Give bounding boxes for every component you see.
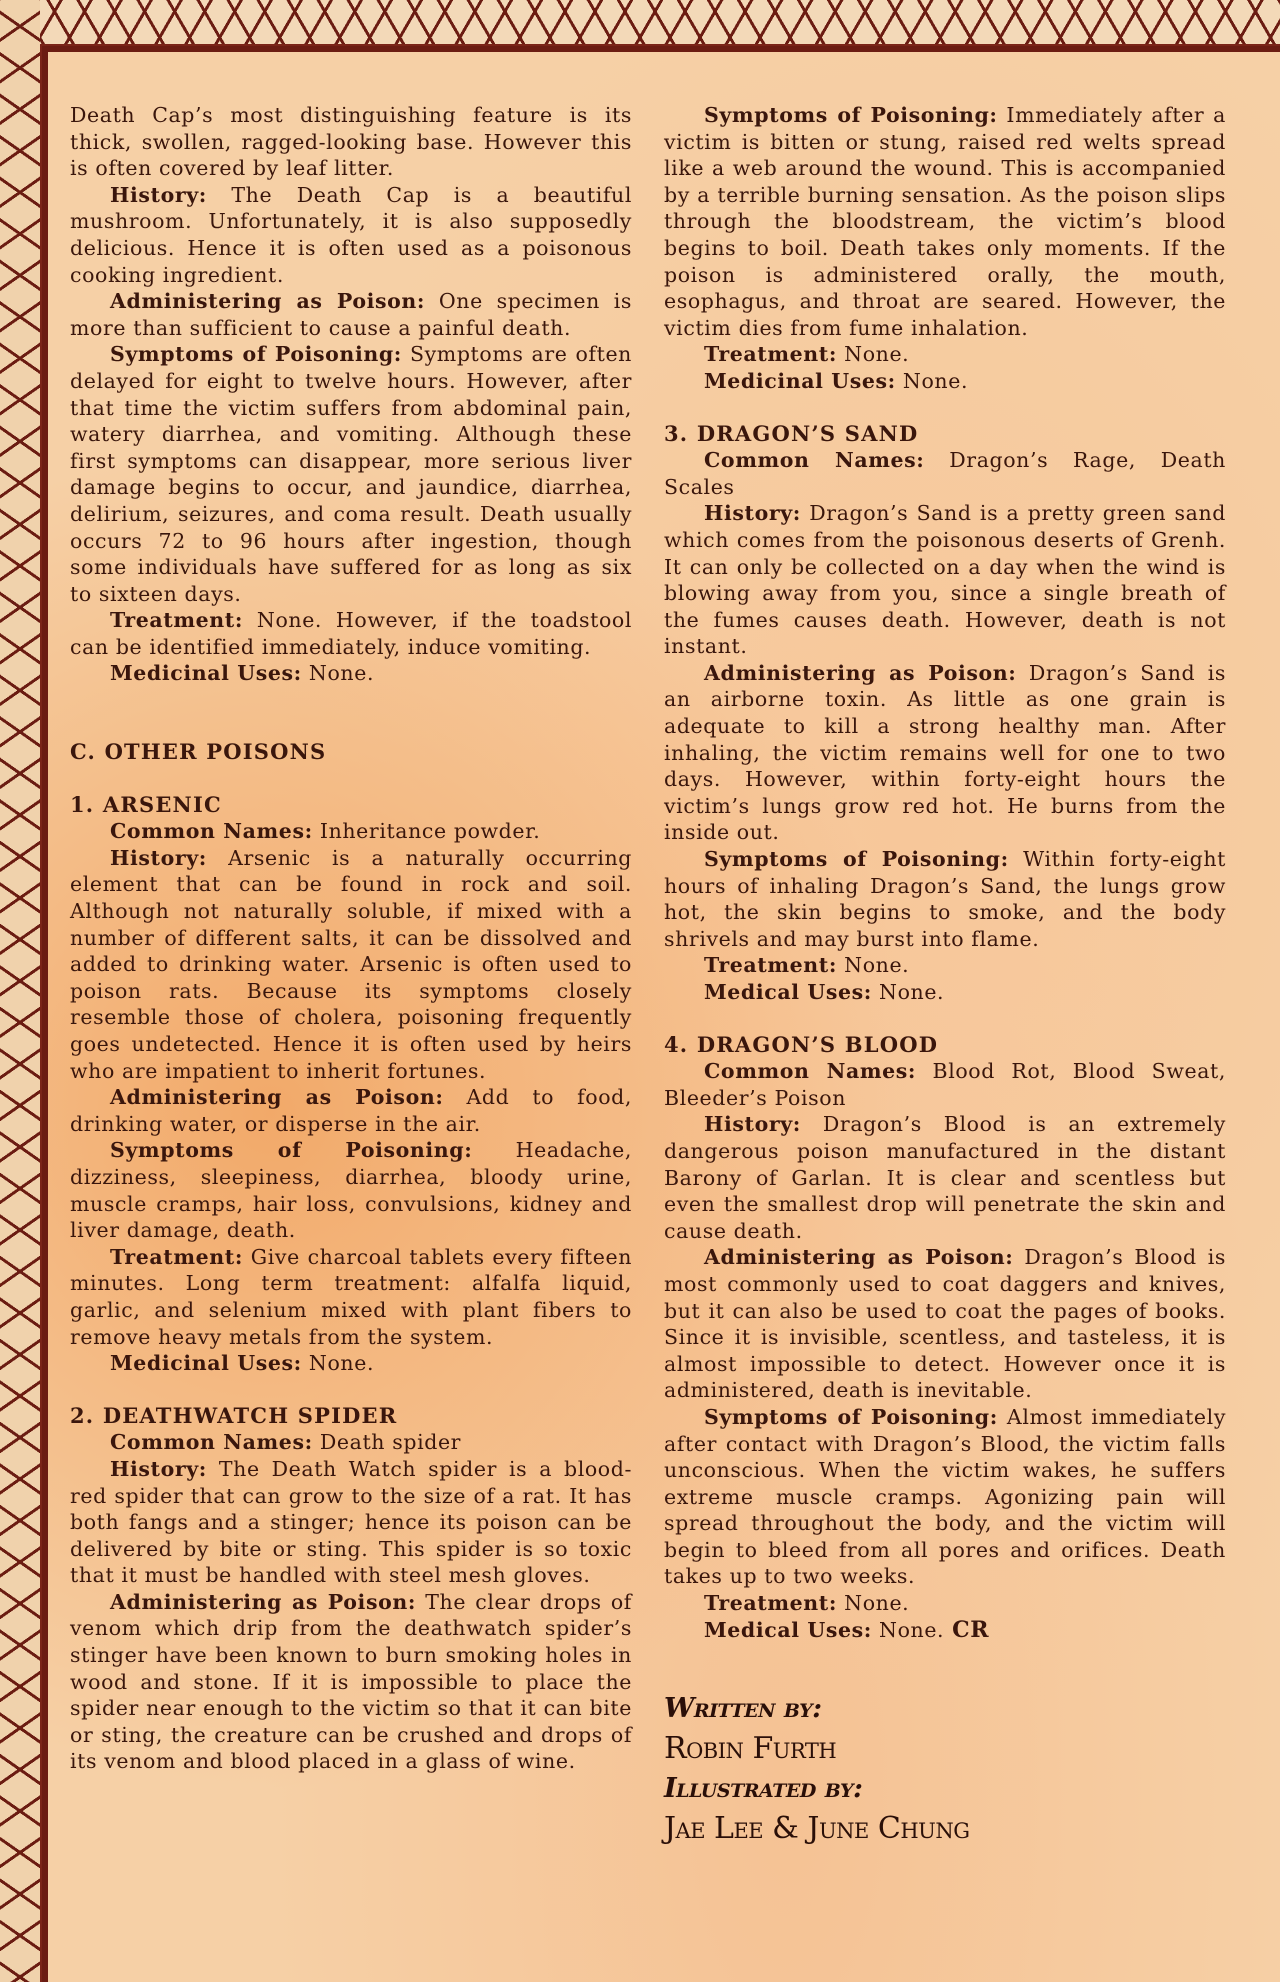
dragons-blood-treatment: Treatment: None. xyxy=(704,1591,910,1616)
arsenic-admin: Administering as Poison: Add to food, drinking water, or disperse in the air. xyxy=(70,1085,632,1136)
arsenic-heading: 1. ARSENIC xyxy=(70,791,222,817)
death-cap-description: Death Cap’s most distinguishing feature is its thick, swollen, ragged-looking base. However this is often covered by leaf litter. xyxy=(70,103,632,181)
spider-medicinal: Medicinal Uses: None. xyxy=(704,368,969,393)
dragons-sand-treatment: Treatment: None. xyxy=(704,953,910,978)
decorative-left-border xyxy=(0,0,40,1982)
right-column xyxy=(664,102,1226,1849)
spider-symptoms: Symptoms of Poisoning: Immediately after a victim is bitten or stung, raised red welts spread like a web around the wound. This is accompanied by a terrible burning sensation. As the poison slips through the bloodstream, the victim’s blood begins to boil. Death takes only moments. If the poison is administered orally, the mouth, esophagus, and throat are seared. However, the victim dies from fume inhalation. xyxy=(664,103,1226,340)
dragons-blood-symptoms: Symptoms of Poisoning: Almost immediately after contact with Dragon’s Blood, the victim falls unconscious. When the victim wakes, he suffers extreme muscle cramps. Agonizing pain will spread throughout the body, and the victim will begin to bleed from all pores and orifices. Death takes up to two weeks. xyxy=(664,1404,1226,1589)
section-c-heading: C. OTHER POISONS xyxy=(70,739,327,765)
end-mark-icon: CR xyxy=(952,1616,990,1643)
dragons-blood-admin: Administering as Poison: Dragon’s Blood is most commonly used to coat daggers and knives, but it can also be used to coat the pages of books. Since it is invisible, scentless, and tasteless, it is almost impossible to detect. However once it is administered, death is inevitable. xyxy=(664,1245,1227,1403)
spider-heading: 2. DEATHWATCH SPIDER xyxy=(70,1402,398,1428)
written-by-label: Written by: xyxy=(664,1693,822,1725)
arsenic-symptoms: Symptoms of Poisoning: Headache, dizziness, sleepiness, diarrhea, bloody urine, muscle cramps, hair loss, convulsions, kidney and liver damage, death. xyxy=(70,1138,632,1243)
decorative-top-border xyxy=(0,0,1280,44)
dragons-blood-medical: Medical Uses: None. CR xyxy=(704,1616,990,1643)
dragons-blood-common-names: Common Names: Blood Rot, Blood Sweat, Bleeder’s Poison xyxy=(664,1059,1226,1110)
spider-treatment: Treatment: None. xyxy=(704,342,910,367)
dragons-blood-heading: 4. DRAGON’S BLOOD xyxy=(664,1031,939,1057)
dragons-sand-symptoms: Symptoms of Poisoning: Within forty-eight hours of inhaling Dragon’s Sand, the lungs grow hot, the skin begins to smoke, and the body shrivels and may burst into flame. xyxy=(664,847,1226,951)
dragons-sand-heading: 3. DRAGON’S SAND xyxy=(664,420,919,446)
illustrated-by-label: Illustrated by: xyxy=(664,1773,863,1805)
death-cap-admin: Administering as Poison: One specimen is more than sufficient to cause a painful death. xyxy=(70,289,633,340)
death-cap-medicinal: Medicinal Uses: None. xyxy=(110,661,375,686)
left-column xyxy=(70,102,632,1775)
arsenic-medicinal: Medicinal Uses: None. xyxy=(110,1351,375,1376)
death-cap-symptoms: Symptoms of Poisoning: Symptoms are often delayed for eight to twelve hours. However, after that time the victim suffers from abdominal pain, watery diarrhea, and vomiting. Although these first symptoms can disappear, more serious liver damage begins to occur, and jaundice, diarrhea, delirium, seizures, and coma result. Death usually occurs 72 to 96 hours after ingestion, though some individuals have suffered for as long as six to sixteen days. xyxy=(70,342,632,606)
parchment-page xyxy=(42,46,1280,1982)
dragons-sand-history: History: Dragon’s Sand is a pretty green sand which comes from the poisonous deserts of Grenh. It can only be collected on a day when the wind is blowing away from you, since a single breath of the fumes causes death. However, death is not instant. xyxy=(664,501,1226,659)
spider-common-names: Common Names: Death spider xyxy=(110,1430,462,1455)
dragons-sand-admin: Administering as Poison: Dragon’s Sand is an airborne toxin. As little as one grain is adequate to kill a strong healthy man. After inhaling, the victim remains well for one to two days. However, within forty-eight hours the victim’s lungs grow red hot. He burns from the inside out. xyxy=(664,660,1226,845)
dragons-blood-history: History: Dragon’s Blood is an extremely dangerous poison manufactured in the distant Barony of Garlan. It is clear and scentless but even the smallest drop will penetrate the skin and cause death. xyxy=(664,1112,1226,1243)
arsenic-history: History: Arsenic is a naturally occurring element that can be found in rock and soil. Although not naturally soluble, if mixed with a number of different salts, it can be dissolved and added to drinking water. Arsenic is often used to poison rats. Because its symptoms closely resemble those of cholera, poisoning frequently goes undetected. Hence it is often used by heirs who are impatient to inherit fortunes. xyxy=(70,845,632,1083)
death-cap-history: History: The Death Cap is a beautiful mushroom. Unfortunately, it is also supposedly delicious. Hence it is often used as a poisonous cooking ingredient. xyxy=(70,182,632,287)
dragons-sand-common-names: Common Names: Dragon’s Rage, Death Scales xyxy=(664,448,1226,499)
writer-name: Robin Furth xyxy=(664,1731,837,1767)
dragons-sand-medical: Medical Uses: None. xyxy=(704,980,945,1004)
spider-history: History: The Death Watch spider is a blood-red spider that can grow to the size of a rat. It has both fangs and a stinger; hence its poison can be delivered by bite or sting. This spider is so toxic that it must be handled with steel mesh gloves. xyxy=(70,1456,632,1588)
arsenic-treatment: Treatment: Give charcoal tablets every fifteen minutes. Long term treatment: alfalfa liquid, garlic, and selenium mixed with plant fibers to remove heavy metals from the system. xyxy=(70,1244,632,1349)
death-cap-treatment: Treatment: None. However, if the toadstool can be identified immediately, induce vomiting. xyxy=(70,608,632,659)
spider-admin: Administering as Poison: The clear drops of venom which drip from the deathwatch spider’s stinger have been known to burn smoking holes in wood and stone. If it is impossible to place the spider near enough to the victim so that it can bite or sting, the creature can be crushed and drops of its venom and blood placed in a glass of wine. xyxy=(70,1589,632,1774)
credits xyxy=(664,1663,1226,1849)
arsenic-common-names: Common Names: Inheritance powder. xyxy=(110,819,541,844)
illustrator-names: Jae Lee & June Chung xyxy=(664,1811,970,1847)
